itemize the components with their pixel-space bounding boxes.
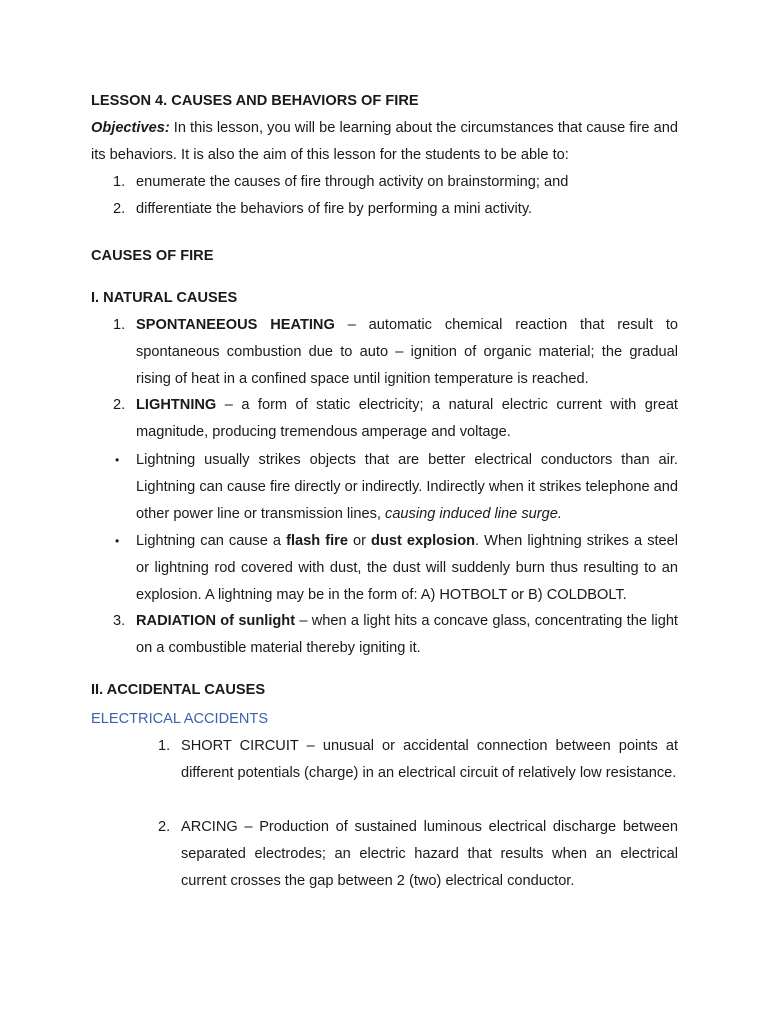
accident-item-short-circuit [158,733,678,787]
natural-item-radiation [113,608,678,662]
lightning-bullet-2 [115,528,679,608]
natural-item-spontaneous-heating [113,312,678,392]
bullet-icon: • [115,453,120,467]
term: RADIATION of sunlight [136,613,296,629]
list-number: 1. [113,174,126,190]
lightning-bullet-1 [115,447,678,527]
term: SPONTANEEOUS HEATING [136,317,335,333]
list-number: 1. [158,738,171,754]
bullet-text: Lightning usually strikes objects that are better electrical conductors than air. Lightning can cause fire directly or indirectly. Indirectly when it strikes telephone and other power line or transmission lines, [136,452,678,522]
definition: – a form of static electricity; a natural electric current with great magnitude, producing tremendous amperage and voltage. [136,397,678,440]
bullet-text: Lightning can cause a [136,533,287,549]
bullet-text: or [347,533,372,549]
objectives-text: In this lesson, you will be learning about the circumstances that cause fire and its behaviors. It is also the aim of this lesson for the students to be able to: [91,120,678,163]
objectives-paragraph [91,115,678,169]
natural-causes-heading: I. NATURAL CAUSES [91,290,238,306]
definition: – automatic chemical reaction that result to spontaneous combustion due to auto – ignition of organic material; the gradual rising of heat in a confined space until ignition temperature is reached. [136,317,678,387]
lesson-title: LESSON 4. CAUSES AND BEHAVIORS OF FIRE [91,93,419,109]
definition: – when a light hits a concave glass, concentrating the light on a combustible material thereby igniting it. [136,613,678,656]
objective-item [113,196,678,223]
term: flash fire [286,533,348,549]
definition: SHORT CIRCUIT – unusual or accidental connection between points at different potentials (charge) in an electrical circuit of relatively low resistance. [181,738,678,781]
objectives-label: Objectives: [91,120,170,136]
list-number: 2. [113,201,126,217]
natural-item-lightning [113,392,678,446]
definition: ARCING – Production of sustained luminous electrical discharge between separated electrodes; an electric hazard that results when an electrical current crosses the gap between 2 (two) electrical conductor. [181,819,678,889]
list-number: 1. [113,317,126,333]
objective-text: enumerate the causes of fire through activity on brainstorming; and [136,174,569,190]
list-number: 2. [158,819,171,835]
term: dust explosion [371,533,476,549]
accidental-causes-heading: II. ACCIDENTAL CAUSES [91,682,266,698]
term: LIGHTNING [136,397,217,413]
list-number: 3. [113,613,126,629]
bullet-italic-text: causing induced line surge. [385,505,562,522]
causes-heading: CAUSES OF FIRE [91,248,214,264]
accident-item-arcing [158,814,678,894]
electrical-accidents-subheading: ELECTRICAL ACCIDENTS [91,711,269,727]
list-number: 2. [113,397,126,413]
bullet-text: . When lightning strikes a steel or lightning rod covered with dust, the dust will suddenly burn thus resulting to an explosion. A lightning may be in the form of: A) HOTBOLT or B) COLDBOLT. [136,533,679,603]
objective-text: differentiate the behaviors of fire by performing a mini activity. [136,201,533,217]
objective-item [113,169,678,196]
bullet-icon: • [115,534,120,548]
